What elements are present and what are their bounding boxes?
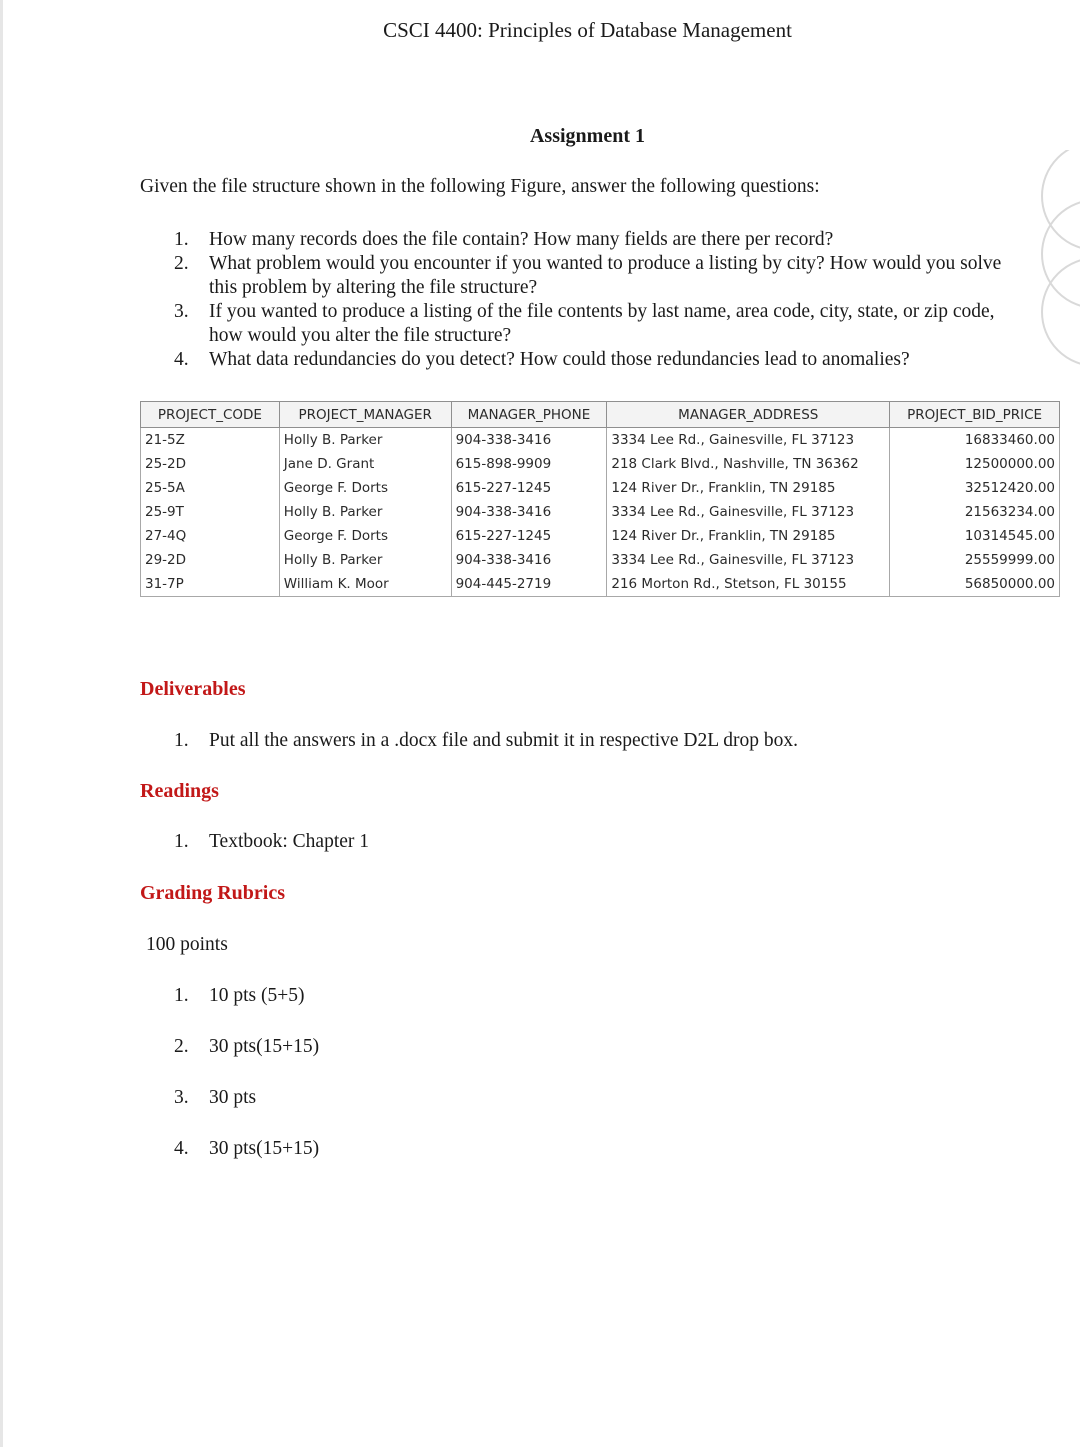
table-cell: George F. Dorts (279, 524, 451, 548)
assignment-title: Assignment 1 (529, 125, 645, 147)
column-header: PROJECT_MANAGER (279, 402, 451, 428)
question-item (0, 228, 1030, 252)
table-cell: 124 River Dr., Franklin, TN 29185 (607, 524, 890, 548)
table-cell: 3334 Lee Rd., Gainesville, FL 37123 (607, 548, 890, 572)
list-text: 10 pts (5+5) (209, 985, 305, 1006)
table-cell: 216 Morton Rd., Stetson, FL 30155 (607, 572, 890, 597)
question-text: If you wanted to produce a listing of the file contents by last name, area code, city, state, or zip code, how would you alter the file structure? (209, 301, 995, 346)
table-cell: 218 Clark Blvd., Nashville, TN 36362 (607, 452, 890, 476)
list-number: 2. (174, 1036, 189, 1057)
table-row (141, 452, 1060, 476)
list-number: 1. (174, 730, 189, 751)
intro-text: Given the file structure shown in the following Figure, answer the following questions: (140, 176, 820, 197)
table-cell: 615-227-1245 (451, 476, 607, 500)
list-number: 3. (174, 1087, 189, 1108)
table-cell: 32512420.00 (890, 476, 1060, 500)
question-text: How many records does the file contain? How many fields are there per record? (209, 229, 834, 250)
list-text: 30 pts(15+15) (209, 1036, 320, 1057)
table-cell: 27-4Q (141, 524, 280, 548)
table-header-row (141, 402, 1060, 428)
column-header: PROJECT_BID_PRICE (890, 402, 1060, 428)
table-cell: 21-5Z (141, 428, 280, 453)
table-cell: 29-2D (141, 548, 280, 572)
project-table (140, 401, 1060, 597)
list-number: 4. (174, 1138, 189, 1159)
column-header: MANAGER_PHONE (451, 402, 607, 428)
table-cell: 56850000.00 (890, 572, 1060, 597)
table-cell: George F. Dorts (279, 476, 451, 500)
table-row (141, 476, 1060, 500)
table-cell: 615-898-9909 (451, 452, 607, 476)
question-item (0, 300, 1030, 348)
total-points: 100 points (146, 934, 228, 955)
question-number: 2. (174, 253, 189, 274)
list-text: Put all the answers in a .docx file and submit it in respective D2L drop box. (209, 730, 799, 751)
page-left-edge (0, 0, 3, 1447)
table-cell: 16833460.00 (890, 428, 1060, 453)
table-row (141, 500, 1060, 524)
table-cell: 904-338-3416 (451, 428, 607, 453)
question-text: What data redundancies do you detect? How could those redundancies lead to anomalies? (209, 349, 910, 370)
list-number: 1. (174, 985, 189, 1006)
course-title: CSCI 4400: Principles of Database Management (383, 18, 792, 42)
table-cell: 904-338-3416 (451, 500, 607, 524)
deliverables-heading: Deliverables (140, 678, 246, 700)
table-row (141, 524, 1060, 548)
list-text: 30 pts (209, 1087, 257, 1108)
table-cell: Jane D. Grant (279, 452, 451, 476)
table-cell: 25-5A (141, 476, 280, 500)
question-number: 1. (174, 229, 189, 250)
table-cell: 12500000.00 (890, 452, 1060, 476)
table-cell: 3334 Lee Rd., Gainesville, FL 37123 (607, 500, 890, 524)
table-cell: 31-7P (141, 572, 280, 597)
decorative-circles-graphic (1038, 150, 1080, 390)
grading-heading: Grading Rubrics (140, 882, 286, 904)
table-cell: 615-227-1245 (451, 524, 607, 548)
list-number: 1. (174, 831, 189, 852)
table-row (141, 572, 1060, 597)
question-text: What problem would you encounter if you wanted to produce a listing by city? How would you solve this problem by altering the file structure? (209, 253, 1002, 298)
table-cell: 21563234.00 (890, 500, 1060, 524)
column-header: MANAGER_ADDRESS (607, 402, 890, 428)
list-text: 30 pts(15+15) (209, 1138, 320, 1159)
question-item (0, 252, 1030, 300)
table-cell: Holly B. Parker (279, 428, 451, 453)
readings-heading: Readings (140, 780, 219, 802)
question-list (0, 228, 1030, 372)
question-item (0, 348, 1030, 372)
table-cell: 124 River Dr., Franklin, TN 29185 (607, 476, 890, 500)
table-cell: Holly B. Parker (279, 548, 451, 572)
table-cell: 25559999.00 (890, 548, 1060, 572)
table-cell: 25-9T (141, 500, 280, 524)
table-row (141, 428, 1060, 453)
table-cell: 25-2D (141, 452, 280, 476)
table-cell: Holly B. Parker (279, 500, 451, 524)
list-text: Textbook: Chapter 1 (209, 831, 370, 852)
table-cell: William K. Moor (279, 572, 451, 597)
column-header: PROJECT_CODE (141, 402, 280, 428)
table-cell: 904-445-2719 (451, 572, 607, 597)
question-number: 4. (174, 349, 189, 370)
question-number: 3. (174, 301, 189, 322)
table-cell: 904-338-3416 (451, 548, 607, 572)
table-cell: 10314545.00 (890, 524, 1060, 548)
file-structure-figure (140, 401, 1060, 598)
table-row (141, 548, 1060, 572)
table-cell: 3334 Lee Rd., Gainesville, FL 37123 (607, 428, 890, 453)
